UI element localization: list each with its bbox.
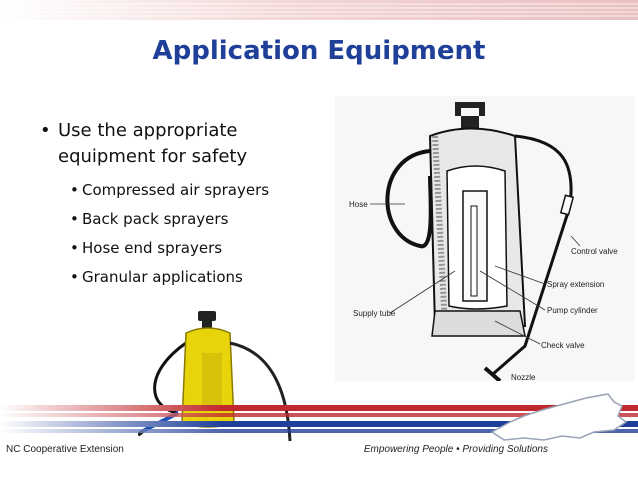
footer-slogan: Empowering People • Providing Solutions [363,444,548,455]
main-bullet: • Use the appropriate equipment for safety [40,118,330,170]
label-spray-extension: Spray extension [547,280,605,289]
footer-org-name: NC Cooperative Extension [6,444,124,455]
label-check-valve: Check valve [541,341,585,350]
sub-bullet: • Compressed air sprayers [70,176,330,205]
label-control-valve: Control valve [571,247,618,256]
north-carolina-map-icon [490,386,630,442]
top-stripe [0,0,638,20]
sub-bullet: • Granular applications [70,263,330,292]
label-hose: Hose [349,200,368,209]
slide-title: Application Equipment [152,36,486,66]
sub-bullet: • Hose end sprayers [70,234,330,263]
bullet-list [40,118,330,292]
sprayer-diagram [335,96,635,381]
sub-bullet: • Back pack sprayers [70,205,330,234]
sub-bullet-list [70,176,330,292]
label-nozzle: Nozzle [511,373,536,381]
label-pump-cylinder: Pump cylinder [547,306,598,315]
label-supply-tube: Supply tube [353,309,396,318]
